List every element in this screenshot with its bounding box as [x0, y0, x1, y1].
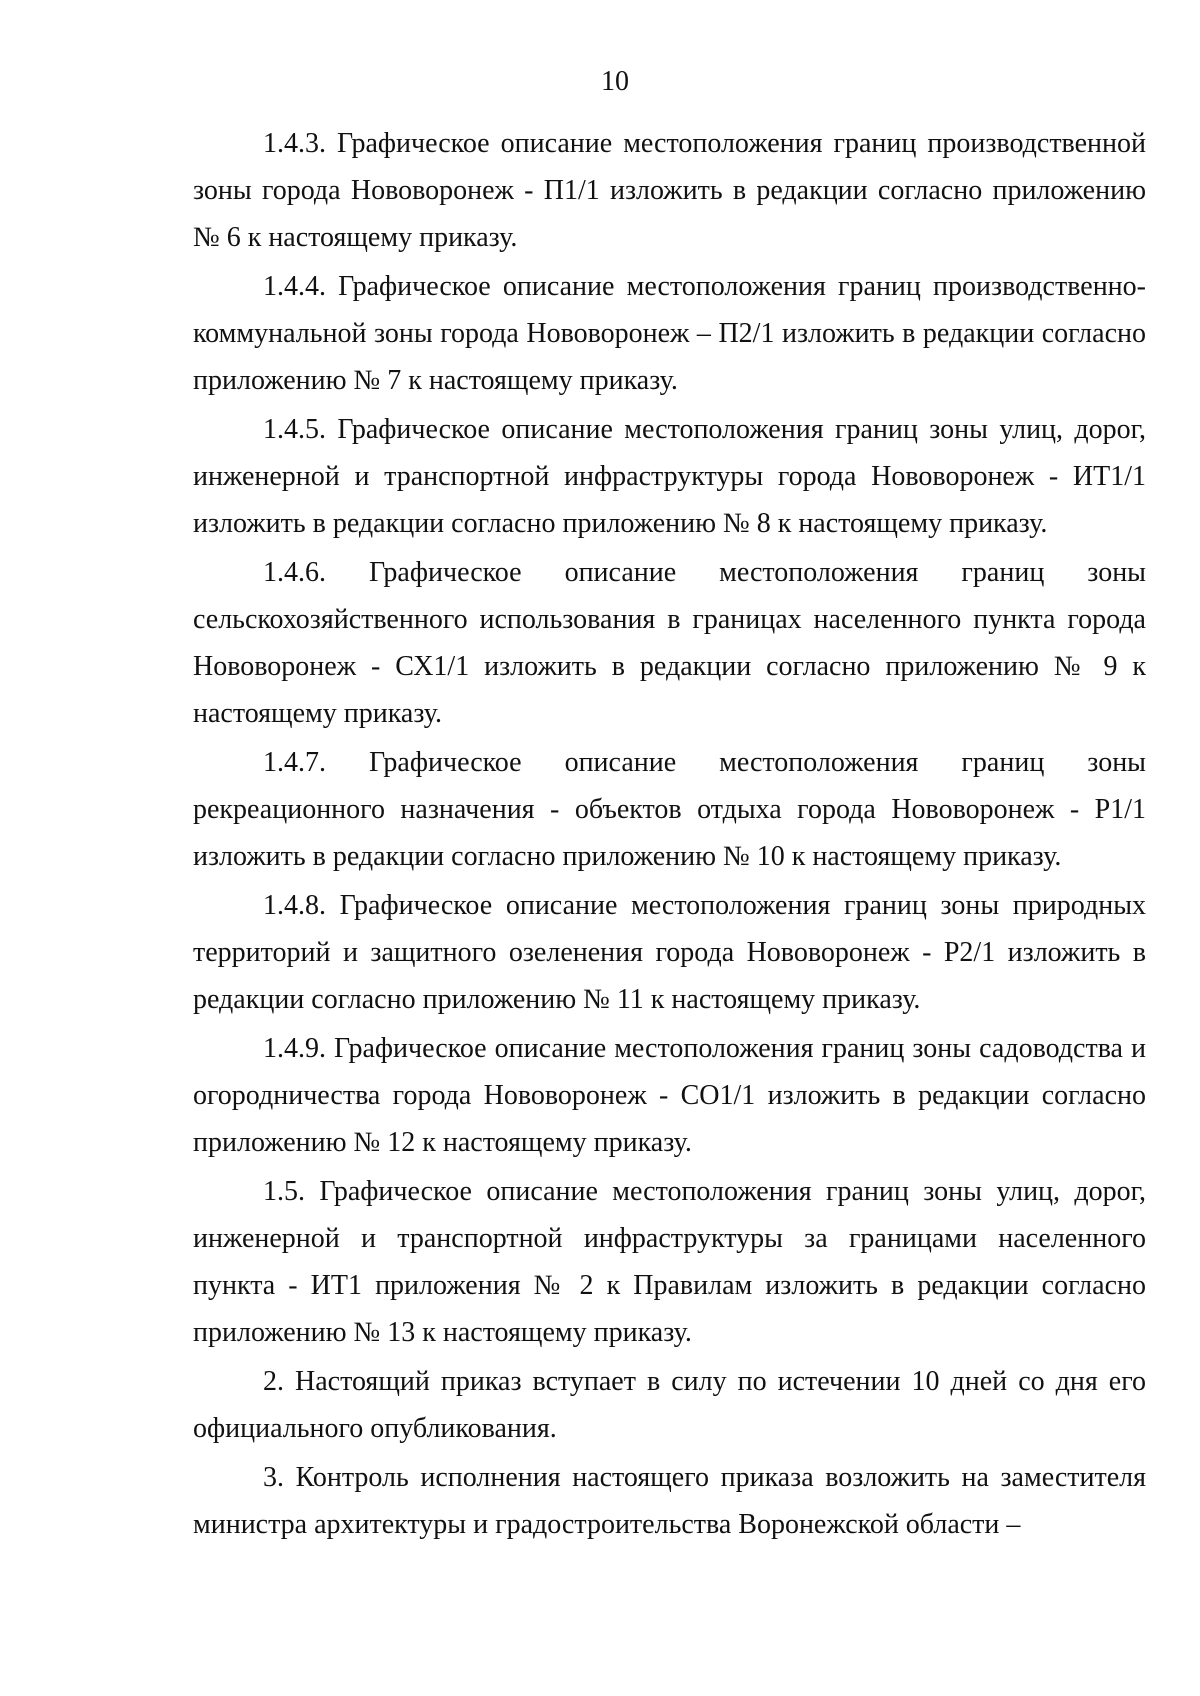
paragraph-1-5: 1.5. Графическое описание местоположения границ зоны улиц, дорог, инженерной и транспортной инфраструктуры за границами населенного пункта - ИТ1 приложения № 2 к Правилам изложить в редакции согласно приложению № 13 к настоящему приказу.	[193, 1176, 1146, 1348]
paragraph-1-4-3: 1.4.3. Графическое описание местоположения границ производственной зоны города Нововоронеж - П1/1 изложить в редакции согласно приложению № 6 к настоящему приказу.	[193, 128, 1146, 253]
document-body	[193, 120, 1146, 1550]
page-number: 10	[601, 66, 629, 97]
paragraph-1-4-6: 1.4.6. Графическое описание местоположения границ зоны сельскохозяйственного использования в границах населенного пункта города Нововоронеж - СХ1/1 изложить в редакции согласно приложению № 9 к настоящему приказу.	[193, 557, 1146, 729]
paragraph-1-4-4: 1.4.4. Графическое описание местоположения границ производственно-коммунальной зоны города Нововоронеж – П2/1 изложить в редакции согласно приложению № 7 к настоящему приказу.	[193, 271, 1146, 396]
paragraph-1-4-8: 1.4.8. Графическое описание местоположения границ зоны природных территорий и защитного озеленения города Нововоронеж - Р2/1 изложить в редакции согласно приложению № 11 к настоящему приказу.	[193, 890, 1146, 1015]
paragraph-1-4-5: 1.4.5. Графическое описание местоположения границ зоны улиц, дорог, инженерной и транспортной инфраструктуры города Нововоронеж - ИТ1/1 изложить в редакции согласно приложению № 8 к настоящему приказу.	[193, 414, 1146, 539]
paragraph-2: 2. Настоящий приказ вступает в силу по истечении 10 дней со дня его официального опубликования.	[193, 1366, 1146, 1444]
paragraph-3: 3. Контроль исполнения настоящего приказа возложить на заместителя министра архитектуры и градостроительства Воронежской области –	[193, 1462, 1146, 1540]
paragraph-1-4-7: 1.4.7. Графическое описание местоположения границ зоны рекреационного назначения - объектов отдыха города Нововоронеж - Р1/1 изложить в редакции согласно приложению № 10 к настоящему приказу.	[193, 747, 1146, 872]
paragraph-1-4-9: 1.4.9. Графическое описание местоположения границ зоны садоводства и огородничества города Нововоронеж - СО1/1 изложить в редакции согласно приложению № 12 к настоящему приказу.	[193, 1033, 1146, 1158]
